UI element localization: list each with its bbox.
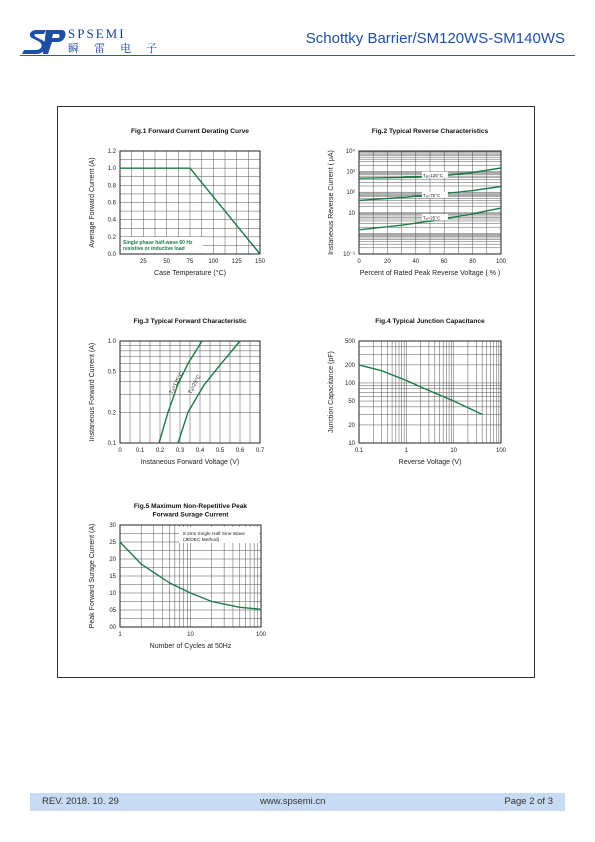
chart3-y-tick-label: 0.1 xyxy=(107,441,116,447)
chart1-title: Fig.1 Forward Current Derating Curve xyxy=(131,128,249,135)
chart2-title: Fig.2 Typical Reverse Characteristics xyxy=(371,128,489,135)
brand-logo-latin: SPSEMI xyxy=(68,26,126,41)
chart2-x-tick-label: 80 xyxy=(469,259,476,265)
chart5-x-tick-label: 10 xyxy=(187,632,194,638)
chart4-x-tick-label: 0.1 xyxy=(354,448,364,454)
chart4-x-axis-label: Reverse Voltage (V) xyxy=(398,459,462,466)
chart5-y-tick-label: 20 xyxy=(109,557,116,563)
chart4-x-tick-label: 10 xyxy=(450,448,458,454)
chart4-y-tick-label: 10 xyxy=(348,441,355,447)
footer-website: www.spsemi.cn xyxy=(260,796,326,807)
chart1-x-tick-label: 100 xyxy=(208,259,219,265)
chart1-annotation: resistive or inductive load xyxy=(123,246,185,252)
chart5-y-tick-label: 25 xyxy=(109,540,116,546)
chart2-y-axis-label: Instaneous Reverse Current ( μA) xyxy=(328,150,335,255)
chart4-plot-border xyxy=(359,341,501,443)
chart4-title: Fig.4 Typical Junction Capacitance xyxy=(375,318,485,325)
chart1-y-tick-label: 1.2 xyxy=(107,149,116,155)
chart3-y-axis-label: Instaneous Forward Current (A) xyxy=(89,342,96,442)
chart3-series-label: Tₐ=125°C xyxy=(168,371,186,396)
chart3-x-tick-label: 0.7 xyxy=(255,448,265,454)
chart4-y-tick-label: 50 xyxy=(348,399,355,406)
chart1-annotation: Single phase half-wave 60 Hz xyxy=(123,240,193,246)
chart3-x-tick-label: 0.3 xyxy=(175,448,185,454)
document-title: Schottky Barrier/SM120WS-SM140WS xyxy=(305,30,565,47)
chart2-x-tick-label: 0 xyxy=(357,259,361,265)
chart5-x-tick-label: 1 xyxy=(118,632,122,638)
chart4-x-tick-label: 1 xyxy=(404,448,409,454)
chart3-series-line xyxy=(159,341,202,443)
chart1-y-tick-label: 1.0 xyxy=(107,166,116,173)
chart3-x-tick-label: 0.2 xyxy=(155,448,165,454)
chart5-y-tick-label: 10 xyxy=(109,591,116,597)
chart1-x-axis-label: Case Temperature (°C) xyxy=(154,270,226,277)
chart5-y-tick-label: 15 xyxy=(109,574,116,580)
chart2-x-axis-label: Percent of Rated Peak Reverse Voltage ( % ) xyxy=(359,270,501,277)
chart5-y-tick-label: 05 xyxy=(109,608,116,614)
chart3-y-tick-label: 1.0 xyxy=(107,339,116,345)
chart4-x-tick-label: 100 xyxy=(495,448,507,454)
chart3-x-tick-label: 0 xyxy=(118,448,122,454)
chart5-x-tick-label: 100 xyxy=(255,632,267,638)
chart5-annotation: (JEDEC Method) xyxy=(183,538,220,543)
chart3-x-axis-label: Instaneous Forward Voltage (V) xyxy=(140,459,240,466)
chart1-y-tick-label: 0.2 xyxy=(107,234,116,241)
chart5-y-axis-label: Peak Forward Surage Current (A) xyxy=(89,523,96,629)
chart4-y-tick-label: 20 xyxy=(348,422,355,429)
chart3-x-tick-label: 0.6 xyxy=(235,448,245,454)
chart2-x-tick-label: 60 xyxy=(440,259,448,265)
chart2-x-tick-label: 100 xyxy=(495,259,507,265)
chart1-x-tick-label: 150 xyxy=(254,259,266,265)
chart3-title: Fig.3 Typical Forward Characteristic xyxy=(133,318,247,325)
chart2-x-tick-label: 40 xyxy=(412,259,420,265)
chart1-y-tick-label: 0.4 xyxy=(107,217,116,224)
chart3-x-tick-label: 0.5 xyxy=(215,448,225,454)
chart4-y-tick-label: 200 xyxy=(344,362,355,369)
chart2-x-tick-label: 20 xyxy=(384,259,391,265)
chart1-y-tick-label: 0.8 xyxy=(107,183,116,190)
chart2-y-tick-label: 10⁻¹ xyxy=(343,252,355,258)
brand-logo-chinese: 瞬 雷 电 子 xyxy=(68,43,164,55)
chart3-y-tick-label: 0.2 xyxy=(107,410,116,417)
chart1-y-tick-label: 0.6 xyxy=(107,200,116,207)
chart5-y-tick-label: 00 xyxy=(109,625,116,631)
chart2-series-label: Tₐ=75°C xyxy=(422,192,441,198)
chart2-y-tick-label: 10⁴ xyxy=(345,149,355,155)
chart3-x-tick-label: 0.4 xyxy=(195,448,205,454)
chart3-x-tick-label: 0.1 xyxy=(135,448,145,454)
chart1-y-tick-label: 0.0 xyxy=(107,252,116,258)
chart5-annotation: 8.3ms Single Half Sine Wave xyxy=(183,532,245,537)
chart2-y-tick-label: 10² xyxy=(346,190,355,197)
chart3-series-label: Tₐ=25°C xyxy=(187,373,203,396)
footer-revision: REV. 2018. 10. 29 xyxy=(42,796,119,807)
footer-page-number: Page 2 of 3 xyxy=(504,796,553,807)
chart5-title: Forward Surage Current xyxy=(152,511,229,519)
page-footer xyxy=(30,793,565,811)
chart4-y-tick-label: 100 xyxy=(344,380,355,387)
chart4-y-tick-label: 500 xyxy=(344,339,355,345)
chart5-y-tick-label: 30 xyxy=(109,523,116,529)
chart2-y-tick-label: 10³ xyxy=(346,169,355,176)
chart1-x-tick-label: 125 xyxy=(231,259,242,265)
chart5-x-axis-label: Number of Cycles at 50Hz xyxy=(149,643,232,650)
chart1-x-tick-label: 75 xyxy=(186,259,194,265)
chart1-x-tick-label: 50 xyxy=(163,259,171,265)
chart4-y-axis-label: Junction Capacitance (pF) xyxy=(328,351,335,433)
chart2-series-label: Tₐ=125°C xyxy=(422,172,443,178)
chart3-y-tick-label: 0.5 xyxy=(107,369,116,376)
chart1-y-axis-label: Average Forward Current (A) xyxy=(89,157,96,248)
chart2-series-label: Tₐ=25°C xyxy=(422,215,441,221)
chart5-title: Fig.5 Maximum Non-Repetitive Peak xyxy=(133,503,248,510)
chart1-x-tick-label: 25 xyxy=(139,259,147,265)
chart2-y-tick-label: 10 xyxy=(348,210,355,217)
